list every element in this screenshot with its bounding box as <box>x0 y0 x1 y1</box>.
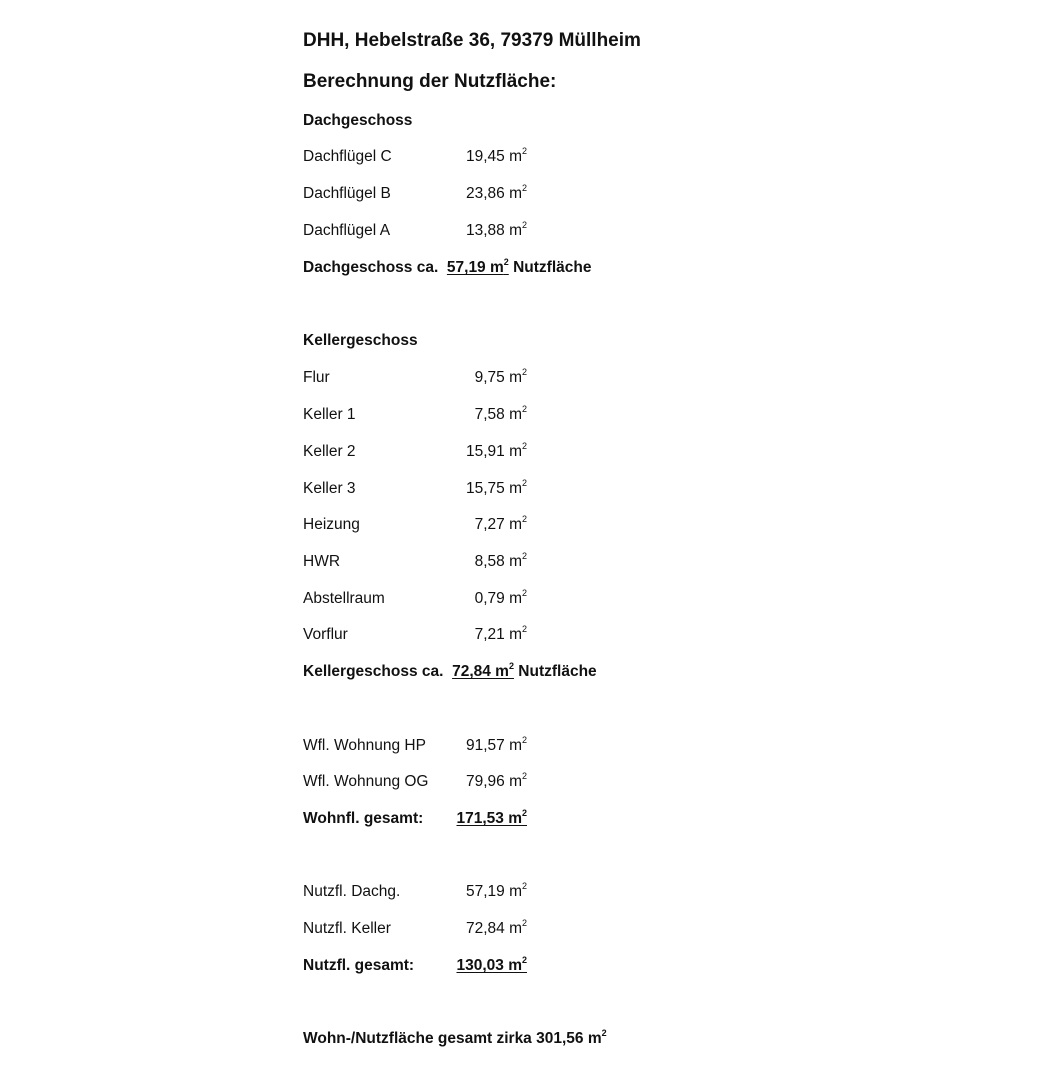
item-value: 72,84 $m^2$ <box>465 918 527 937</box>
item-value: 91,57 $m^2$ <box>465 735 527 754</box>
section-total-kellergeschoss: Kellergeschoss ca. 72,84 $m^2$ Nutzfläche <box>303 661 597 680</box>
item-label: Dachflügel C <box>303 148 392 165</box>
item-label: Nutzfl. Keller <box>303 920 391 937</box>
item-label: Wfl. Wohnung OG <box>303 773 429 790</box>
item-label: HWR <box>303 553 341 570</box>
grand-total: Wohn-/Nutzfläche gesamt zirka 301,56 $m^2$ <box>303 1028 607 1047</box>
item-value: 19,45 $m^2$ <box>465 146 527 165</box>
item-label: Dachflügel B <box>303 185 391 202</box>
item-value: 9,75 $m^2$ <box>474 367 527 386</box>
total-label-nutzflaeche: Nutzfl. gesamt: <box>303 957 415 974</box>
document-subtitle: Berechnung der Nutzfläche: <box>303 71 557 92</box>
section-heading-kellergeschoss: Kellergeschoss <box>303 332 418 349</box>
item-value: 0,79 $m^2$ <box>474 588 527 607</box>
item-label: Abstellraum <box>303 590 385 607</box>
item-value: 7,21 $m^2$ <box>474 624 527 643</box>
item-value: 7,27 $m^2$ <box>474 514 527 533</box>
total-label-wohnflaeche: Wohnfl. gesamt: <box>303 810 424 827</box>
total-value-nutzflaeche: 130,03 $m^2$ <box>456 955 527 974</box>
section-heading-dachgeschoss: Dachgeschoss <box>303 112 413 129</box>
item-value: 15,91 $m^2$ <box>465 441 527 460</box>
item-value: 8,58 $m^2$ <box>474 551 527 570</box>
item-value: 57,19 $m^2$ <box>465 881 527 900</box>
item-label: Dachflügel A <box>303 222 391 239</box>
item-label: Keller 2 <box>303 443 356 460</box>
item-label: Keller 1 <box>303 406 356 423</box>
item-value: 13,88 $m^2$ <box>465 220 527 239</box>
item-label: Vorflur <box>303 626 348 643</box>
section-total-dachgeschoss: Dachgeschoss ca. 57,19 $m^2$ Nutzfläche <box>303 257 592 276</box>
item-label: Flur <box>303 369 330 386</box>
item-value: 7,58 $m^2$ <box>474 404 527 423</box>
item-value: 23,86 $m^2$ <box>465 183 527 202</box>
item-label: Wfl. Wohnung HP <box>303 737 426 754</box>
item-value: 79,96 $m^2$ <box>465 771 527 790</box>
item-label: Keller 3 <box>303 480 356 497</box>
document-title: DHH, Hebelstraße 36, 79379 Müllheim <box>303 30 641 51</box>
item-value: 15,75 $m^2$ <box>465 478 527 497</box>
total-value-wohnflaeche: 171,53 $m^2$ <box>456 808 527 827</box>
item-label: Nutzfl. Dachg. <box>303 883 401 900</box>
item-label: Heizung <box>303 516 360 533</box>
